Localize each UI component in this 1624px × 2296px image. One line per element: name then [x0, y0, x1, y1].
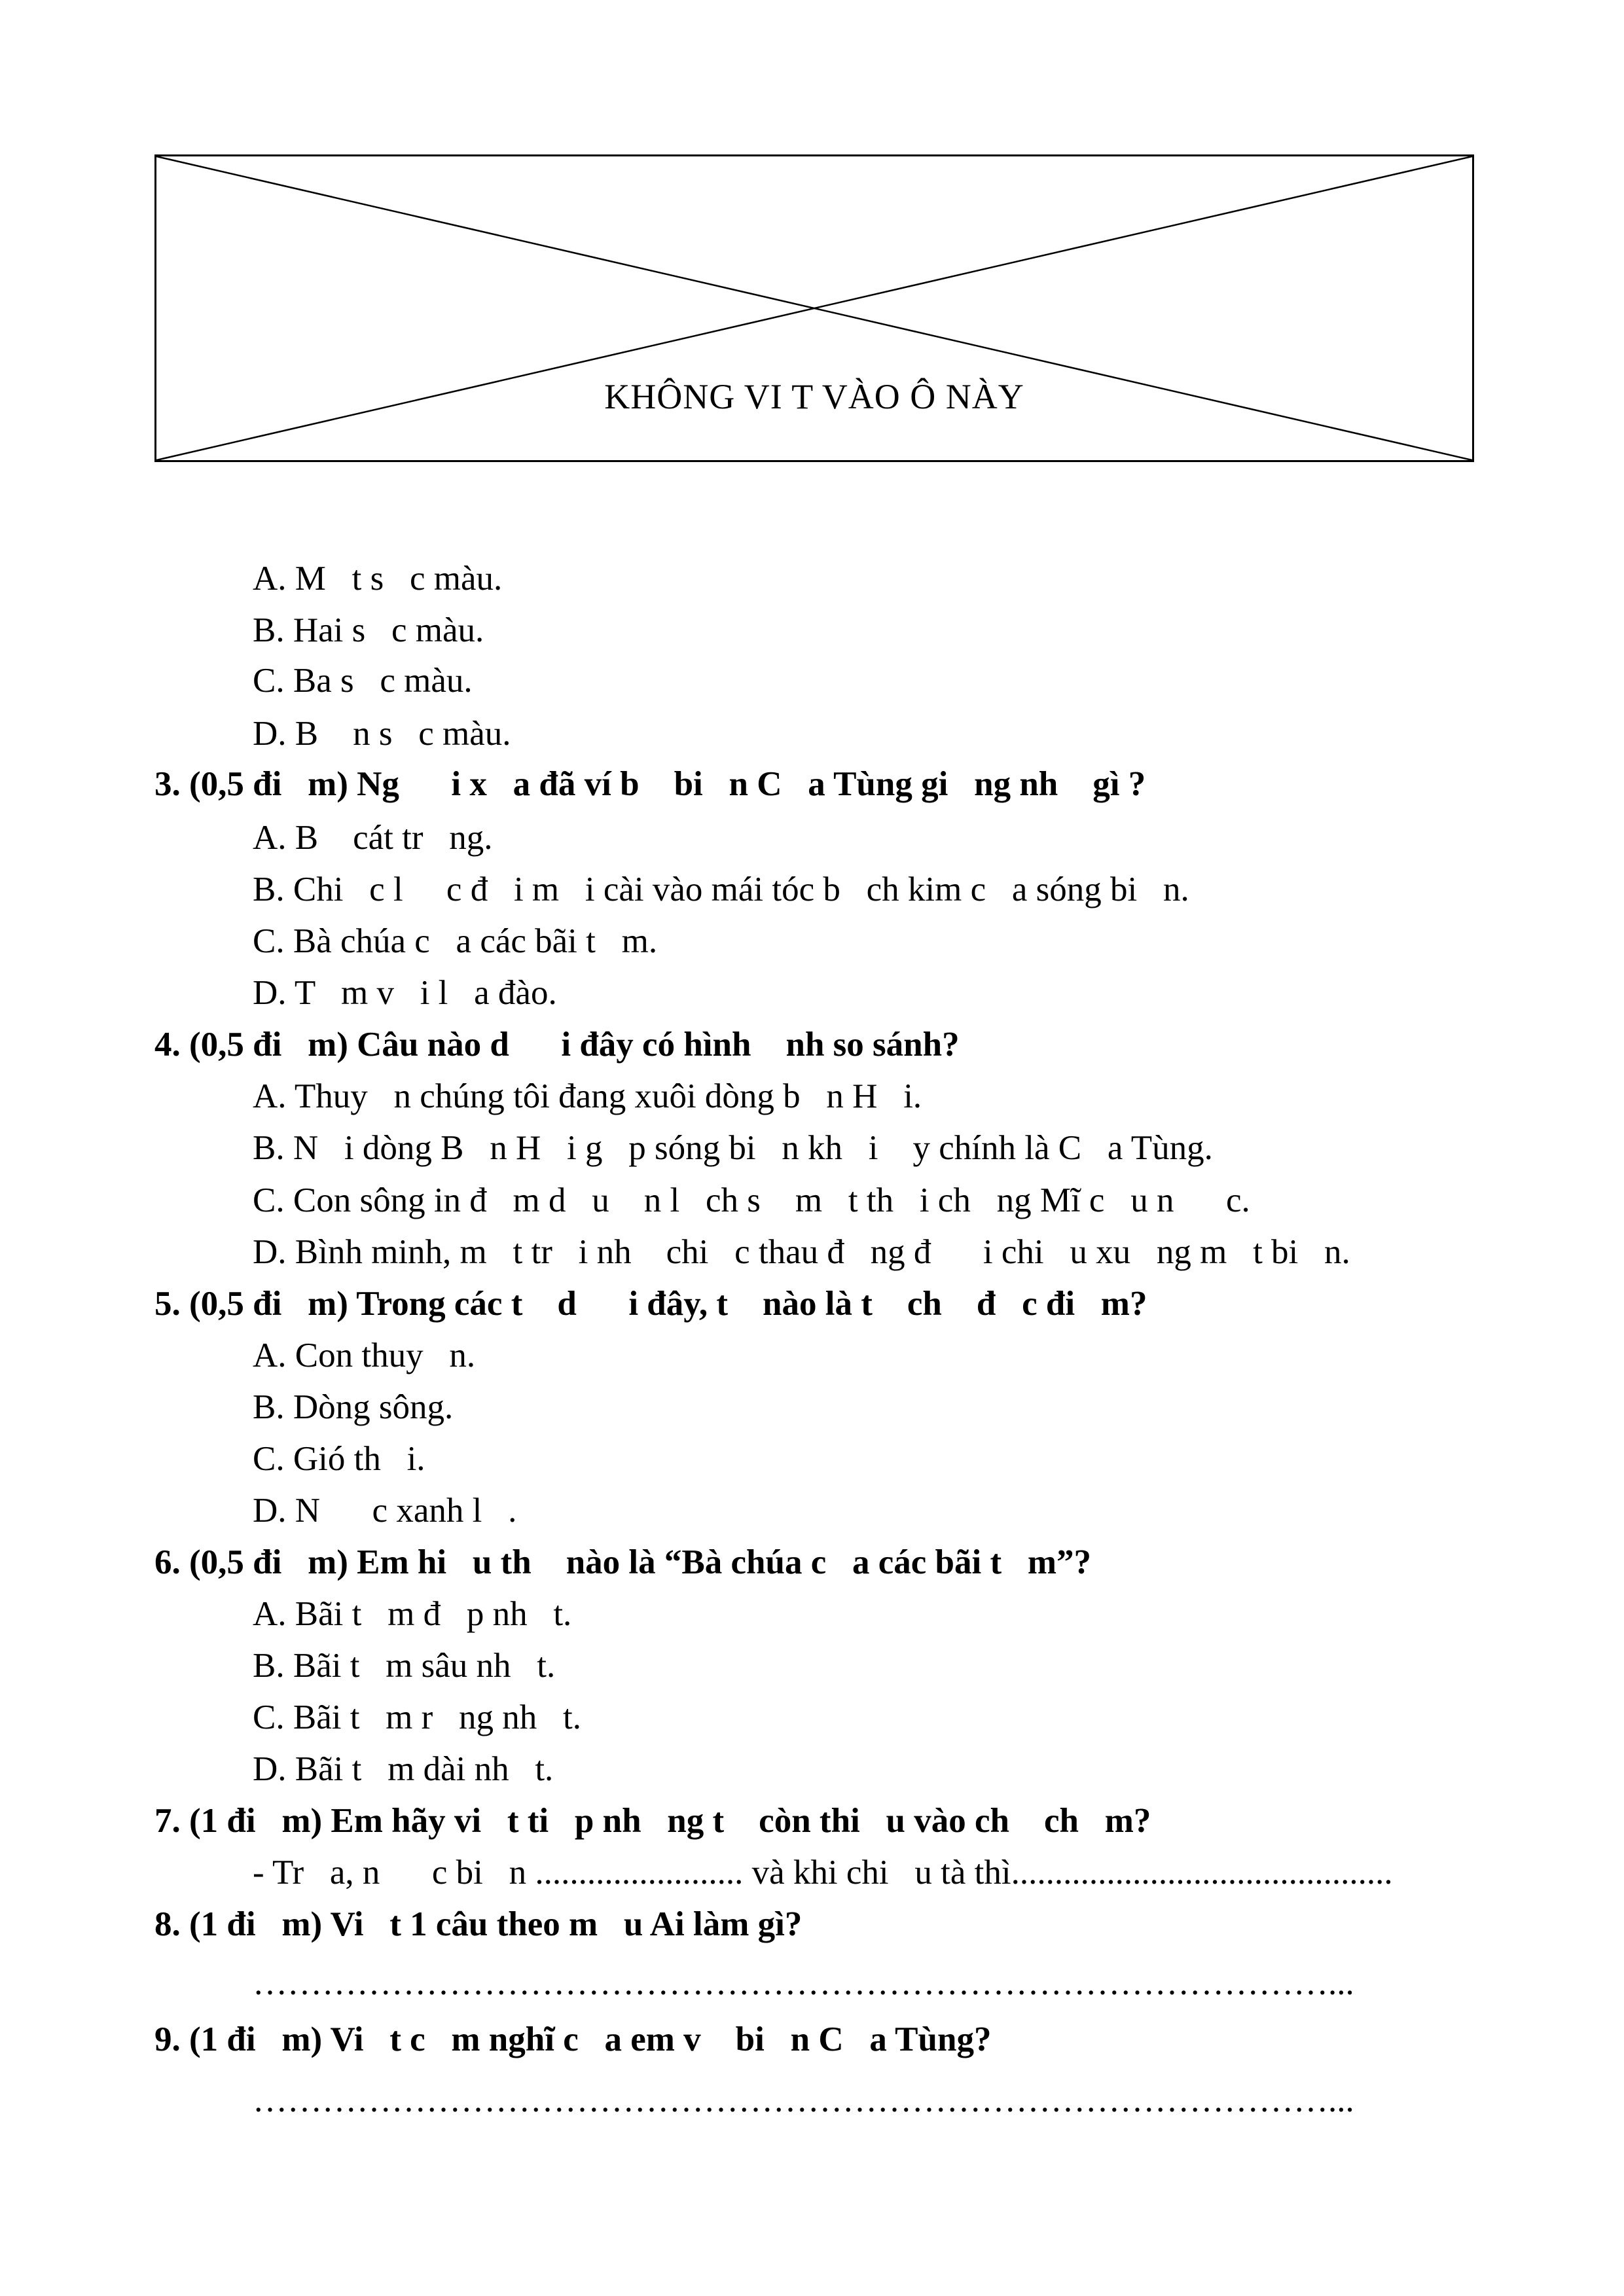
question-heading: 4. (0,5 đi m) Câu nào d i đây có hình nh so sánh?	[154, 1026, 960, 1064]
answer-option: D. T m v i l a đào.	[253, 974, 557, 1012]
question-heading: 3. (0,5 đi m) Ng i x a đã ví b bi n C a Tùng gi ng nh gì ?	[154, 765, 1146, 803]
answer-option: A. Thuy n chúng tôi đang xuôi dòng b n H i.	[253, 1077, 922, 1115]
answer-option: C. Gió th i.	[253, 1440, 425, 1478]
answer-option: B. Bãi t m sâu nh t.	[253, 1647, 556, 1685]
answer-option: A. M t s c màu.	[253, 560, 503, 598]
question-heading: 6. (0,5 đi m) Em hi u th nào là “Bà chúa c a các bãi t m”?	[154, 1543, 1092, 1581]
answer-option: D. B n s c màu.	[253, 715, 511, 753]
answer-option: B. N i dòng B n H i g p sóng bi n kh i y chính là C a Tùng.	[253, 1129, 1213, 1167]
answer-option: B. Chi c l c đ i m i cài vào mái tóc b ch kim c a sóng bi n.	[253, 870, 1189, 908]
answer-option: C. Con sông in đ m d u n l ch s m t th i ch ng Mĩ c u n c.	[253, 1181, 1250, 1219]
answer-option: A. Bãi t m đ p nh t.	[253, 1595, 572, 1633]
question-heading: 5. (0,5 đi m) Trong các t d i đây, t nào là t ch đ c đi m?	[154, 1285, 1147, 1323]
answer-option: A. B cát tr ng.	[253, 819, 493, 857]
answer-option: C. Bãi t m r ng nh t.	[253, 1698, 582, 1736]
answer-option: D. Bình minh, m t tr i nh chi c thau đ ng đ i chi u xu ng m t bi n.	[253, 1233, 1350, 1271]
question-heading: 7. (1 đi m) Em hãy vi t ti p nh ng t còn thi u vào ch ch m?	[154, 1802, 1151, 1840]
answer-option: A. Con thuy n.	[253, 1336, 476, 1374]
answer-option: D. N c xanh l .	[253, 1492, 517, 1530]
answer-option: C. Ba s c màu.	[253, 662, 473, 700]
question-heading: 9. (1 đi m) Vi t c m nghĩ c a em v bi n C a Tùng?	[154, 2020, 992, 2058]
answer-option: B. Hai s c màu.	[253, 611, 484, 649]
fill-in-line: …………………………………………………………………………………...	[253, 2081, 1354, 2119]
fill-in-line: …………………………………………………………………………………...	[253, 1964, 1354, 2002]
do-not-write-label: KHÔNG VI T VÀO Ô NÀY	[604, 377, 1024, 416]
answer-option: D. Bãi t m dài nh t.	[253, 1750, 554, 1788]
answer-option: B. Dòng sông.	[253, 1388, 454, 1426]
do-not-write-box	[154, 154, 1474, 462]
question-heading: 8. (1 đi m) Vi t 1 câu theo m u Ai làm gì?	[154, 1905, 803, 1943]
answer-option: C. Bà chúa c a các bãi t m.	[253, 922, 658, 960]
fill-in-line: - Tr a, n c bi n ........................ và khi chi u tà thì............................................	[253, 1854, 1393, 1892]
